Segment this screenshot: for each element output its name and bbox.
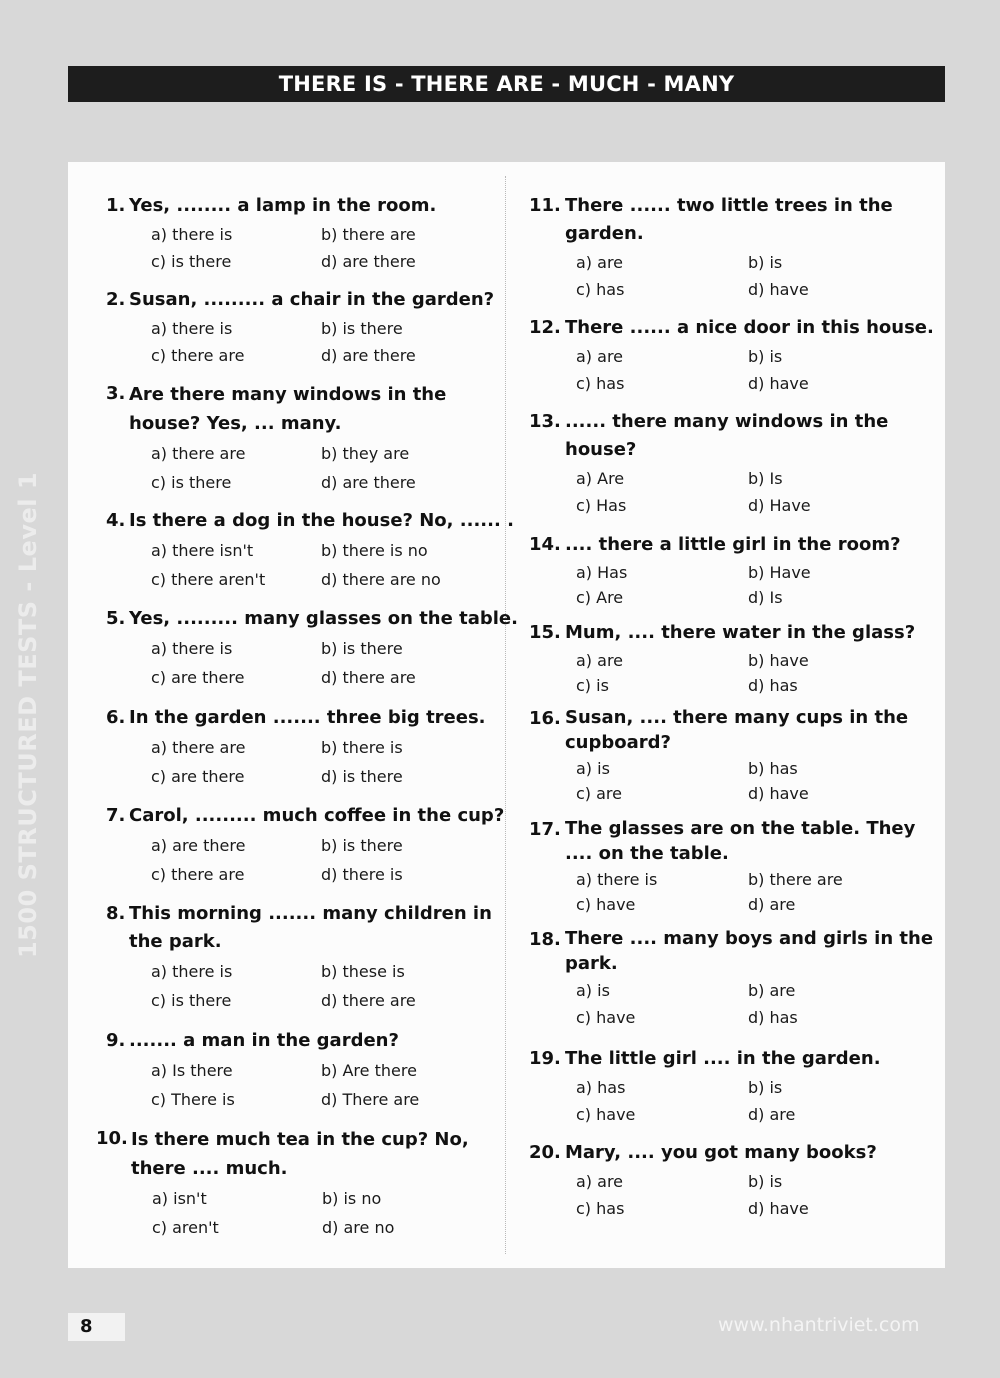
option-row [106, 860, 504, 889]
question-number: 14. [529, 534, 561, 555]
option-d: d) are there [321, 346, 416, 365]
answer-options [529, 1074, 881, 1128]
answer-options [106, 1056, 420, 1114]
question-10 [96, 1125, 469, 1242]
question-text-line: .... on the table. [565, 843, 729, 864]
answer-options [529, 465, 888, 519]
question-text-line: Mary, .... you got many books? [565, 1142, 877, 1163]
question-16 [529, 705, 908, 806]
question-number: 10. [96, 1128, 128, 1149]
answer-options [106, 439, 446, 497]
option-row [106, 536, 514, 565]
option-row [106, 1085, 420, 1114]
option-d: d) are there [321, 473, 416, 492]
question-20 [529, 1139, 877, 1222]
option-a: a) is [576, 981, 610, 1000]
question-text-line: The little girl .... in the garden. [565, 1048, 881, 1069]
question-number: 5. [106, 608, 126, 629]
option-b: b) Have [748, 563, 811, 582]
answer-options [106, 221, 436, 275]
website-watermark: www.nhantriviet.com [718, 1314, 920, 1336]
option-d: d) Have [748, 496, 811, 515]
question-text-line: In the garden ....... three big trees. [129, 707, 486, 728]
question-number: 16. [529, 708, 561, 729]
option-d: d) there is [321, 865, 403, 884]
question-text-line: Susan, .... there many cups in the [565, 707, 909, 728]
answer-options [106, 957, 492, 1015]
answer-options [106, 733, 486, 791]
question-text-line: Carol, ......... much coffee in the cup? [129, 805, 505, 826]
option-a: a) has [576, 1078, 626, 1097]
question-number: 12. [529, 317, 561, 338]
option-row [529, 585, 901, 610]
question-number: 2. [106, 289, 126, 310]
option-row [106, 1056, 417, 1085]
question-number: 6. [106, 707, 126, 728]
question-2 [106, 286, 494, 369]
option-c: c) has [576, 1199, 625, 1218]
question-text-line: Mum, .... there water in the glass? [565, 622, 916, 643]
option-a: a) are [576, 253, 624, 272]
option-d: d) is there [321, 767, 403, 786]
option-c: c) is there [151, 991, 232, 1010]
answer-options [106, 315, 494, 369]
question-14 [529, 531, 901, 610]
option-d: d) are there [321, 252, 416, 271]
option-c: c) Are [576, 588, 624, 607]
option-c: c) there aren't [151, 570, 266, 589]
question-number: 11. [529, 195, 561, 216]
option-row [529, 1168, 877, 1195]
answer-options [529, 756, 908, 806]
question-13 [529, 408, 888, 519]
question-number: 8. [106, 903, 126, 924]
question-text-line: garden. [565, 223, 644, 244]
option-b: b) is there [321, 319, 403, 338]
question-number: 17. [529, 819, 561, 840]
question-1 [106, 192, 436, 275]
option-c: c) have [576, 1105, 636, 1124]
question-text-line: house? [565, 439, 637, 460]
question-text-line: Is there a dog in the house? No, ...... . [129, 510, 514, 531]
question-text-line: The glasses are on the table. They [565, 818, 916, 839]
question-11 [529, 192, 893, 303]
question-3 [106, 380, 446, 497]
option-d: d) there are [321, 668, 416, 687]
option-row [106, 248, 436, 275]
question-text-line: Yes, ......... many glasses on the table. [129, 608, 518, 629]
question-number: 20. [529, 1142, 561, 1163]
answer-options [529, 560, 901, 610]
question-number: 13. [529, 411, 561, 432]
page-title: THERE IS - THERE ARE - MUCH - MANY [68, 66, 945, 102]
option-b: b) is [748, 347, 783, 366]
answer-options [106, 831, 504, 889]
option-b: b) is there [321, 836, 403, 855]
option-row [529, 1004, 933, 1031]
option-b: b) is [748, 1078, 783, 1097]
option-b: b) is [748, 253, 783, 272]
question-text-line: ...... there many windows in the [565, 411, 889, 432]
option-a: a) there is [151, 225, 233, 244]
option-row [529, 560, 901, 585]
option-c: c) has [576, 374, 625, 393]
column-divider [505, 176, 506, 1254]
option-row [529, 977, 933, 1004]
option-row [529, 276, 893, 303]
answer-options [529, 1168, 877, 1222]
answer-options [529, 867, 915, 917]
answer-options [106, 634, 518, 692]
question-9 [106, 1027, 420, 1114]
option-a: a) are [576, 1172, 624, 1191]
option-a: a) Has [576, 563, 628, 582]
option-a: a) there are [151, 444, 246, 463]
question-number: 3. [106, 383, 126, 404]
option-row [106, 986, 492, 1015]
option-a: a) are there [151, 836, 246, 855]
option-a: a) there is [151, 319, 233, 338]
option-d: d) are no [322, 1218, 395, 1237]
option-c: c) aren't [152, 1218, 219, 1237]
option-row [106, 733, 486, 762]
question-text-line: ....... a man in the garden? [129, 1030, 399, 1051]
option-a: a) there is [151, 639, 233, 658]
option-d: d) have [748, 1199, 809, 1218]
option-a: a) there is [151, 962, 233, 981]
question-text-line: the park. [129, 931, 222, 952]
option-row [529, 343, 934, 370]
question-text-line: There ...... a nice door in this house. [565, 317, 934, 338]
question-text-line: Susan, ......... a chair in the garden? [129, 289, 495, 310]
question-number: 19. [529, 1048, 561, 1069]
option-d: d) are [748, 895, 796, 914]
option-c: c) there are [151, 865, 245, 884]
option-c: c) is [576, 676, 609, 695]
option-b: b) Are there [321, 1061, 417, 1080]
option-row [529, 465, 888, 492]
question-text-line: there .... much. [131, 1158, 288, 1179]
question-text-line: park. [565, 953, 618, 974]
question-number: 15. [529, 622, 561, 643]
option-row [106, 634, 518, 663]
option-row [96, 1184, 469, 1213]
option-d: d) Is [748, 588, 783, 607]
option-row [106, 221, 436, 248]
option-d: d) has [748, 676, 798, 695]
option-a: a) isn't [152, 1189, 207, 1208]
option-b: b) they are [321, 444, 410, 463]
option-d: d) has [748, 1008, 798, 1027]
option-b: b) is [748, 1172, 783, 1191]
option-a: a) there are [151, 738, 246, 757]
option-d: d) are [748, 1105, 796, 1124]
answer-options [529, 977, 933, 1031]
option-row [529, 648, 915, 673]
option-a: a) is [576, 759, 610, 778]
option-a: a) are [576, 651, 624, 670]
option-row [529, 1074, 881, 1101]
option-row [529, 370, 934, 397]
option-d: d) have [748, 280, 809, 299]
answer-options [529, 343, 934, 397]
question-text-line: This morning ....... many children in [129, 903, 492, 924]
question-text-line: There ...... two little trees in the [565, 195, 893, 216]
question-text-line: cupboard? [565, 732, 671, 753]
option-a: a) Is there [151, 1061, 233, 1080]
option-c: c) have [576, 1008, 636, 1027]
option-d: d) have [748, 374, 809, 393]
option-row [106, 663, 518, 692]
question-number: 18. [529, 929, 561, 950]
question-15 [529, 619, 915, 698]
option-b: b) have [748, 651, 809, 670]
option-b: b) Is [748, 469, 783, 488]
series-side-label [6, 450, 51, 980]
option-c: c) There is [151, 1090, 235, 1109]
option-b: b) there are [321, 225, 416, 244]
option-row [529, 892, 915, 917]
option-c: c) have [576, 895, 636, 914]
option-b: b) is no [322, 1189, 382, 1208]
option-a: a) Are [576, 469, 625, 488]
question-text-line: house? Yes, ... many. [129, 413, 342, 434]
option-row [529, 673, 915, 698]
option-d: d) There are [321, 1090, 420, 1109]
question-5 [106, 605, 518, 692]
question-18 [529, 926, 933, 1031]
option-c: c) are [576, 784, 622, 803]
option-b: b) these is [321, 962, 405, 981]
option-row [106, 762, 486, 791]
question-7 [106, 802, 504, 889]
option-a: a) are [576, 347, 624, 366]
option-d: d) there are [321, 991, 416, 1010]
option-b: b) is there [321, 639, 403, 658]
option-c: c) there are [151, 346, 245, 365]
option-row [529, 1101, 881, 1128]
option-b: b) there is no [321, 541, 428, 560]
option-c: c) has [576, 280, 625, 299]
question-8 [106, 900, 492, 1015]
answer-options [529, 249, 893, 303]
question-text-line: .... there a little girl in the room? [565, 534, 901, 555]
option-row [106, 831, 504, 860]
option-row [96, 1213, 469, 1242]
option-row [106, 957, 492, 986]
option-row [529, 1195, 877, 1222]
answer-options [529, 648, 915, 698]
option-row [106, 342, 494, 369]
option-c: c) is there [151, 473, 232, 492]
option-row [529, 249, 893, 276]
option-a: a) there isn't [151, 541, 254, 560]
option-row [529, 781, 908, 806]
option-b: b) are [748, 981, 796, 1000]
answer-options [96, 1184, 469, 1242]
option-c: c) are there [151, 767, 245, 786]
option-b: b) there is [321, 738, 403, 757]
question-number: 9. [106, 1030, 126, 1051]
option-b: b) has [748, 759, 798, 778]
question-number: 4. [106, 510, 126, 531]
series-side-label-text: 1500 STRUCTURED TESTS - Level 1 [14, 471, 43, 959]
option-row [529, 867, 915, 892]
question-number: 1. [106, 195, 126, 216]
option-a: a) there is [576, 870, 658, 889]
page-number: 8 [68, 1313, 125, 1341]
option-row [106, 315, 494, 342]
option-c: c) are there [151, 668, 245, 687]
option-c: c) Has [576, 496, 627, 515]
question-19 [529, 1045, 881, 1128]
option-d: d) have [748, 784, 809, 803]
option-b: b) there are [748, 870, 843, 889]
option-row [529, 492, 888, 519]
question-text-line: Yes, ........ a lamp in the room. [129, 195, 437, 216]
question-12 [529, 314, 934, 397]
answer-options [106, 536, 514, 594]
question-17 [529, 816, 915, 917]
question-4 [106, 507, 514, 594]
option-row [529, 756, 908, 781]
option-d: d) there are no [321, 570, 441, 589]
option-row [106, 439, 446, 468]
question-number: 7. [106, 805, 126, 826]
question-text-line: There .... many boys and girls in the [565, 928, 934, 949]
option-c: c) is there [151, 252, 232, 271]
question-6 [106, 704, 486, 791]
question-text-line: Is there much tea in the cup? No, [131, 1129, 469, 1150]
option-row [106, 565, 514, 594]
option-row [106, 468, 446, 497]
question-text-line: Are there many windows in the [129, 384, 447, 405]
